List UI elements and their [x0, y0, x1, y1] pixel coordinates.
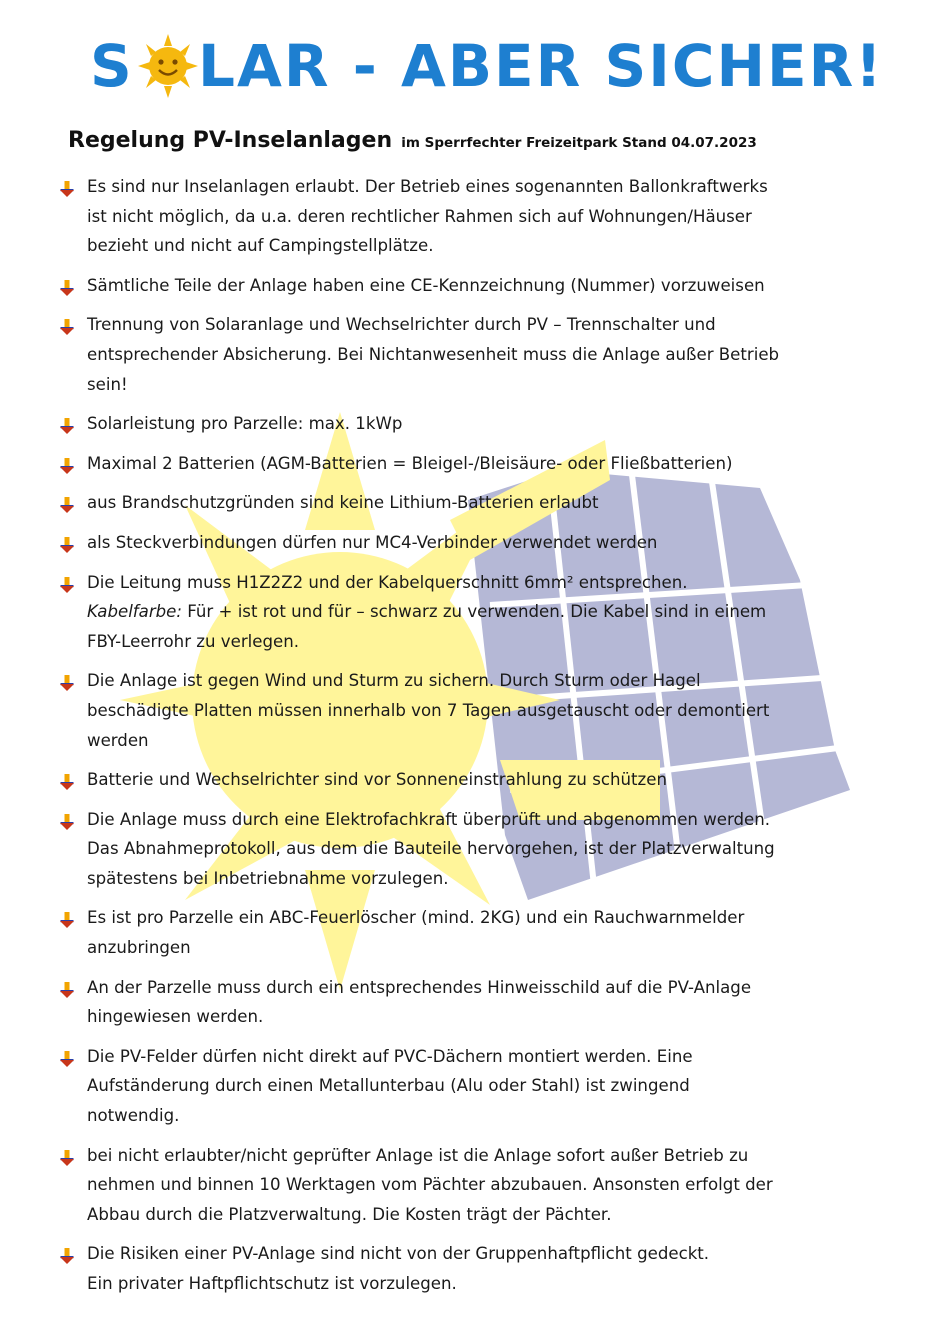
rule-text-line: spätestens bei Inbetriebnahme vorzulegen. — [87, 868, 449, 888]
rule-item — [58, 666, 858, 755]
rule-text-line: bezieht und nicht auf Campingstellplätze. — [87, 236, 434, 256]
rule-text-line: Es sind nur Inselanlagen erlaubt. Der Betrieb eines sogenannten Ballonkraftwerks — [87, 177, 768, 196]
banner-logo — [88, 28, 884, 108]
down-arrow-bullet-icon — [58, 534, 76, 552]
title-subtitle: im Sperrfechter Freizeitpark Stand 04.07.2023 — [401, 135, 757, 151]
rule-item — [58, 172, 858, 261]
rule-text-line: anzubringen — [87, 938, 191, 958]
rule-text-line: Die Risiken einer PV-Anlage sind nicht von der Gruppenhaftpflicht gedeckt. — [87, 1244, 710, 1264]
rule-text-line: Abbau durch die Platzverwaltung. Die Kosten trägt der Pächter. — [87, 1204, 612, 1224]
rule-item — [58, 449, 858, 479]
down-arrow-bullet-icon — [58, 277, 76, 295]
rule-text-line: FBY-Leerrohr zu verlegen. — [87, 631, 300, 651]
rule-item — [58, 310, 858, 399]
rule-text-line — [87, 597, 858, 627]
smiling-sun-icon — [138, 34, 198, 98]
down-arrow-bullet-icon — [58, 1245, 76, 1263]
rule-text-line: Solarleistung pro Parzelle: max. 1kWp — [87, 414, 403, 434]
down-arrow-bullet-icon — [58, 1048, 76, 1066]
down-arrow-bullet-icon — [58, 1147, 76, 1165]
rule-text-line: hingewiesen werden. — [87, 1007, 264, 1027]
rule-item — [58, 271, 858, 301]
rule-text-line: Trennung von Solaranlage und Wechselrichter durch PV – Trennschalter und — [87, 315, 716, 335]
rule-item — [58, 903, 858, 962]
rule-text-line: Batterie und Wechselrichter sind vor Sonneneinstrahlung zu schützen — [87, 770, 667, 790]
rule-text-line: bei nicht erlaubter/nicht geprüfter Anlage ist die Anlage sofort außer Betrieb zu — [87, 1145, 749, 1165]
rule-text-line: Maximal 2 Batterien (AGM-Batterien = Bleigel-/Bleisäure- oder Fließbatterien) — [87, 453, 733, 473]
rule-text-line: Das Abnahmeprotokoll, aus dem die Bauteile hervorgehen, ist der Platzverwaltung — [87, 839, 775, 859]
down-arrow-bullet-icon — [58, 771, 76, 789]
rule-item — [58, 1239, 858, 1298]
rule-text-line: Es ist pro Parzelle ein ABC-Feuerlöscher (mind. 2KG) und ein Rauchwarnmelder — [87, 908, 745, 928]
rule-item — [58, 568, 858, 657]
rule-text-line: ist nicht möglich, da u.a. deren rechtlicher Rahmen sich auf Wohnungen/Häuser — [87, 206, 752, 226]
rule-text-line: An der Parzelle muss durch ein entsprechendes Hinweisschild auf die PV-Anlage — [87, 977, 752, 997]
rule-text-line: Die Leitung muss H1Z2Z2 und der Kabelquerschnitt 6mm² entsprechen. — [87, 572, 688, 592]
page-title — [68, 128, 757, 153]
down-arrow-bullet-icon — [58, 494, 76, 512]
rule-item — [58, 805, 858, 894]
title-main: Regelung PV-Inselanlagen — [68, 128, 393, 153]
down-arrow-bullet-icon — [58, 178, 76, 196]
rule-text-line: nehmen und binnen 10 Werktagen vom Pächter abzubauen. Ansonsten erfolgt der — [87, 1175, 773, 1195]
rule-text-line: Aufständerung durch einen Metallunterbau (Alu oder Stahl) ist zwingend — [87, 1076, 690, 1096]
rule-item — [58, 973, 858, 1032]
rule-text-line: Die PV-Felder dürfen nicht direkt auf PVC-Dächern montiert werden. Eine — [87, 1046, 693, 1066]
rule-text-line: Die Anlage muss durch eine Elektrofachkraft überprüft und abgenommen werden. — [87, 809, 771, 829]
down-arrow-bullet-icon — [58, 316, 76, 334]
rules-list — [58, 172, 858, 1309]
rule-item — [58, 488, 858, 518]
rule-item — [58, 1042, 858, 1131]
rule-text-line: aus Brandschutzgründen sind keine Lithium-Batterien erlaubt — [87, 493, 599, 513]
rule-item — [58, 1141, 858, 1230]
banner-s-letter: S — [90, 32, 134, 100]
rule-item — [58, 765, 858, 795]
rule-text-line: Die Anlage ist gegen Wind und Sturm zu sichern. Durch Sturm oder Hagel — [87, 671, 701, 691]
down-arrow-bullet-icon — [58, 574, 76, 592]
rule-text-line: beschädigte Platten müssen innerhalb von 7 Tagen ausgetauscht oder demontiert — [87, 700, 770, 720]
rule-text-line: notwendig. — [87, 1106, 180, 1126]
rule-text-line: entsprechender Absicherung. Bei Nichtanwesenheit muss die Anlage außer Betrieb — [87, 344, 780, 364]
cable-color-label: Kabelfarbe: — [87, 602, 182, 622]
down-arrow-bullet-icon — [58, 455, 76, 473]
down-arrow-bullet-icon — [58, 415, 76, 433]
rule-text-line: als Steckverbindungen dürfen nur MC4-Verbinder verwendet werden — [87, 532, 658, 552]
down-arrow-bullet-icon — [58, 979, 76, 997]
rule-text-line: Ein privater Haftpflichtschutz ist vorzulegen. — [87, 1274, 457, 1293]
rule-text-line: werden — [87, 730, 149, 750]
rule-text-line: sein! — [87, 374, 128, 394]
rule-item — [58, 528, 858, 558]
cable-color-text: Für + ist rot und für – schwarz zu verwenden. Die Kabel sind in einem — [181, 602, 767, 622]
down-arrow-bullet-icon — [58, 811, 76, 829]
down-arrow-bullet-icon — [58, 672, 76, 690]
banner-headline: LAR - ABER SICHER! — [198, 32, 884, 100]
rule-item — [58, 409, 858, 439]
rule-text-line: Sämtliche Teile der Anlage haben eine CE-Kennzeichnung (Nummer) vorzuweisen — [87, 275, 765, 295]
down-arrow-bullet-icon — [58, 909, 76, 927]
